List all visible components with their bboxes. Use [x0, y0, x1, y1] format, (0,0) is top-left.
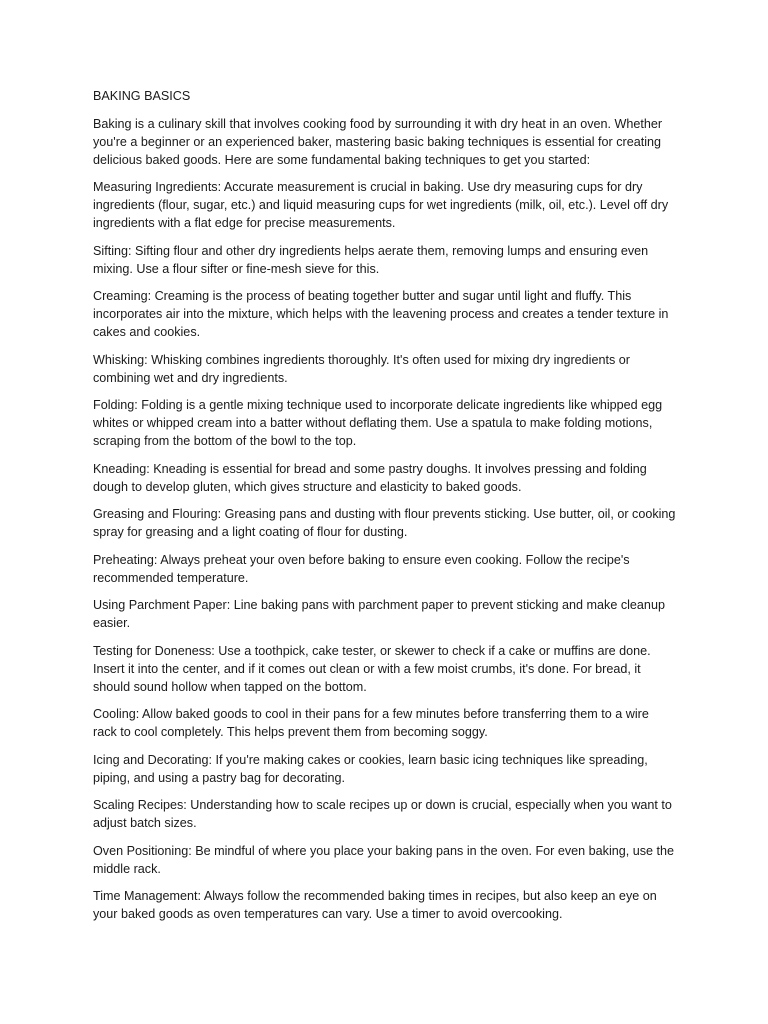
paragraph-oven-positioning: Oven Positioning: Be mindful of where you place your baking pans in the oven. For even baking, use the middle rack.	[93, 843, 675, 876]
paragraph-parchment-paper: Using Parchment Paper: Line baking pans with parchment paper to prevent sticking and make cleanup easier.	[93, 598, 665, 630]
document-title: BAKING BASICS	[93, 89, 191, 103]
paragraph-kneading: Kneading: Kneading is essential for bread and some pastry doughs. It involves pressing and folding dough to develop gluten, which gives structure and elasticity to baked goods.	[93, 461, 647, 494]
paragraph-folding: Folding: Folding is a gentle mixing technique used to incorporate delicate ingredients like whipped egg whites or whipped cream into a batter without deflating them. Use a spatula to make folding motions, scraping from the bottom of the bowl to the top.	[93, 398, 663, 448]
document-body	[93, 87, 676, 923]
paragraph-cooling: Cooling: Allow baked goods to cool in their pans for a few minutes before transferring them to a wire rack to cool completely. This helps prevent them from becoming soggy.	[93, 707, 649, 739]
paragraph-icing-decorating: Icing and Decorating: If you're making cakes or cookies, learn basic icing techniques like spreading, piping, and using a pastry bag for decorating.	[93, 752, 648, 785]
paragraph-creaming: Creaming: Creaming is the process of beating together butter and sugar until light and fluffy. This incorporates air into the mixture, which helps with the leavening process and creates a tender texture in cakes and cookies.	[93, 289, 669, 339]
paragraph-testing-doneness: Testing for Doneness: Use a toothpick, cake tester, or skewer to check if a cake or muffins are done. Insert it into the center, and if it comes out clean or with a few moist crumbs, it's done. For bread, it should sound hollow when tapped on the bottom.	[93, 643, 651, 694]
paragraph-sifting: Sifting: Sifting flour and other dry ingredients helps aerate them, removing lumps and ensuring even mixing. Use a flour sifter or fine-mesh sieve for this.	[93, 243, 649, 276]
intro-paragraph: Baking is a culinary skill that involves cooking food by surrounding it with dry heat in an oven. Whether you're a beginner or an experienced baker, mastering basic baking techniques is essential for creating delicious baked goods. Here are some fundamental baking techniques to get you started:	[93, 116, 663, 167]
paragraph-measuring-ingredients: Measuring Ingredients: Accurate measurement is crucial in baking. Use dry measuring cups for dry ingredients (flour, sugar, etc.) and liquid measuring cups for wet ingredients (milk, oil, etc.). Level off dry ingredients with a flat edge for precise measurements.	[93, 180, 669, 230]
paragraph-preheating: Preheating: Always preheat your oven before baking to ensure even cooking. Follow the recipe's recommended temperature.	[93, 552, 630, 585]
paragraph-greasing-flouring: Greasing and Flouring: Greasing pans and dusting with flour prevents sticking. Use butter, oil, or cooking spray for greasing and a light coating of flour for dusting.	[93, 507, 676, 539]
paragraph-scaling-recipes: Scaling Recipes: Understanding how to scale recipes up or down is crucial, especially when you want to adjust batch sizes.	[93, 798, 672, 830]
paragraph-time-management: Time Management: Always follow the recommended baking times in recipes, but also keep an eye on your baked goods as oven temperatures can vary. Use a timer to avoid overcooking.	[93, 889, 657, 921]
paragraph-whisking: Whisking: Whisking combines ingredients thoroughly. It's often used for mixing dry ingredients or combining wet and dry ingredients.	[93, 352, 630, 385]
